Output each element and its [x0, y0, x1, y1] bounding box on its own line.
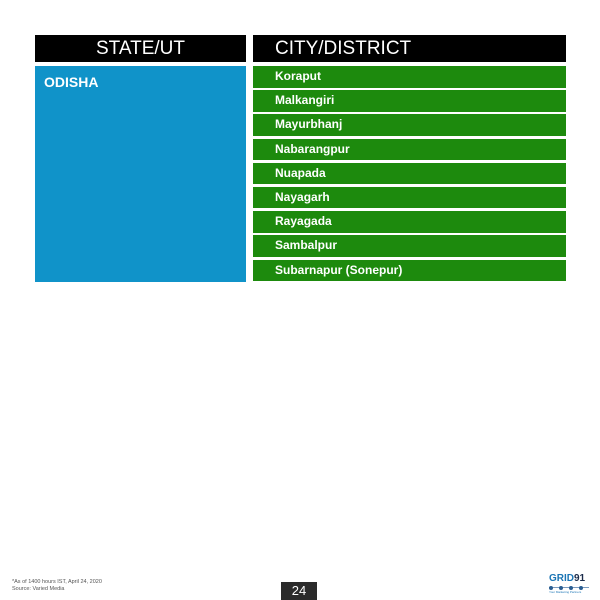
city-item-subarnapur: Subarnapur (Sonepur) [253, 260, 566, 282]
page-number: 24 [281, 582, 317, 600]
state-column-header: STATE/UT [35, 35, 246, 62]
city-item-sambalpur: Sambalpur [253, 235, 566, 257]
logo-wordmark [549, 574, 597, 584]
city-item-mayurbhanj: Mayurbhanj [253, 114, 566, 136]
city-item-nuapada: Nuapada [253, 163, 566, 185]
footnote [12, 579, 102, 593]
logo-dots-icon [549, 585, 597, 590]
logo-brand: GRID [549, 573, 574, 584]
city-item-malkangiri: Malkangiri [253, 90, 566, 112]
city-column-header: CITY/DISTRICT [253, 35, 566, 62]
city-list [253, 66, 566, 284]
city-item-rayagada: Rayagada [253, 211, 566, 233]
logo-number: 91 [574, 573, 586, 584]
logo-tagline: Your Marketing Partners [549, 590, 582, 594]
grid91-logo [549, 574, 597, 596]
city-item-nabarangpur: Nabarangpur [253, 139, 566, 161]
state-name: ODISHA [44, 74, 99, 90]
footnote-note: *As of 1400 hours IST, April 24, 2020 [12, 579, 102, 585]
state-block [35, 66, 246, 282]
city-item-koraput: Koraput [253, 66, 566, 88]
city-item-nayagarh: Nayagarh [253, 187, 566, 209]
footnote-source: Source: Varied Media [12, 586, 65, 592]
